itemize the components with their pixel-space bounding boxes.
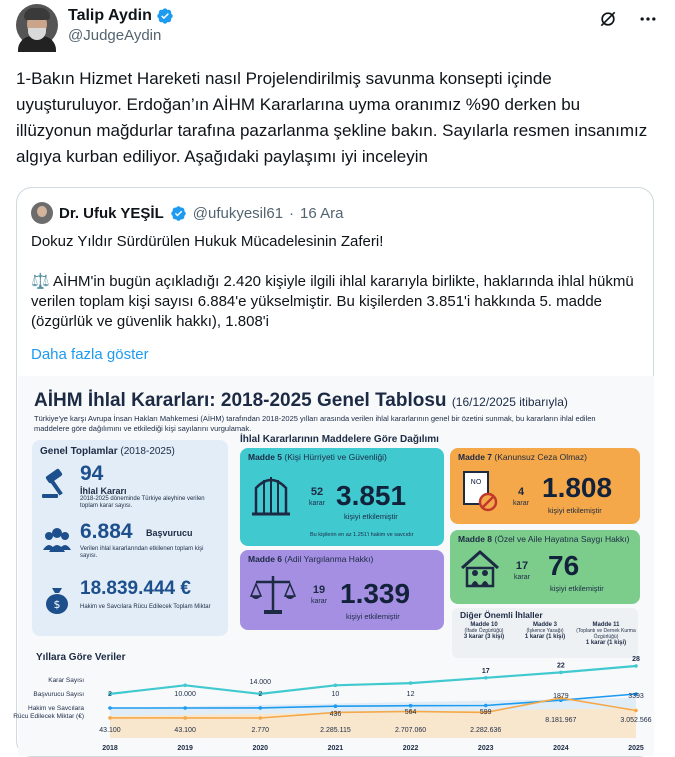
- quoted-line-2: [31, 272, 641, 332]
- data-label-2-2022: 2.707.060: [394, 727, 427, 734]
- other-item-m3: [515, 622, 575, 640]
- grok-icon[interactable]: [597, 8, 619, 30]
- m6-title-sub: (Adil Yargılanma Hakkı): [284, 554, 374, 564]
- show-more-link[interactable]: Daha fazla göster: [31, 346, 149, 363]
- series-0-point-2021: [334, 684, 338, 688]
- m8-decisions: [508, 560, 536, 584]
- m5-title-sub: (Kişi Hürriyeti ve Güvenliği): [284, 452, 387, 462]
- m5-note: Bu kişilerin en az 1.251'i hakim ve savcıdır: [310, 532, 414, 538]
- x-tick-2024: 2024: [553, 745, 569, 752]
- m7-title-text: Madde 7: [458, 452, 493, 462]
- infographic-title: [34, 390, 568, 412]
- series-0-point-2022: [409, 681, 413, 685]
- m5-title: [248, 452, 387, 462]
- m3-sub: (İşkence Yasağı): [526, 628, 564, 634]
- general-row-amount: [40, 578, 224, 626]
- yearly-title: Yıllara Göre Veriler: [36, 652, 126, 663]
- row-label-amount-1: Hakim ve Savcılara: [28, 705, 84, 712]
- data-label-2023-applicants: 599: [479, 709, 492, 716]
- m6-karar-label: karar: [311, 598, 327, 605]
- no-document-icon: [460, 468, 498, 512]
- prison-cage-icon: [250, 470, 292, 518]
- author-block: [68, 6, 174, 46]
- row-label-applicants: Başvurucu Sayısı: [33, 691, 84, 698]
- m7-decisions: [508, 486, 534, 510]
- quoted-verified-badge-icon: [170, 205, 187, 222]
- general-title-text: Genel Toplamlar: [40, 446, 118, 457]
- verified-badge-icon: [156, 7, 174, 25]
- row-label-amount-2: Rücu Edilecek Miktar (€): [13, 713, 84, 720]
- m7-title-sub: (Kanunsuz Ceza Olmaz): [494, 452, 587, 462]
- data-label-2-2024: 8.181.967: [545, 717, 577, 724]
- gavel-icon: [40, 466, 74, 500]
- articles-title: İhlal Kararlarının Maddelere Göre Dağılımı: [240, 434, 439, 445]
- m6-title-text: Madde 6: [248, 554, 283, 564]
- general-row-decisions: [40, 462, 224, 510]
- series-2-point-2018: [108, 716, 112, 720]
- quoted-author-name: Dr. Ufuk YEŞİL: [59, 204, 164, 222]
- author-name-row[interactable]: [68, 6, 174, 26]
- other-violations-title: Diğer Önemli İhlaller: [460, 610, 543, 620]
- article-6-card: [240, 550, 444, 630]
- more-options-icon[interactable]: [637, 8, 659, 30]
- amount-desc: Hakim ve Savcılara Rücu Edilecek Toplam Miktar: [80, 604, 211, 610]
- family-home-icon: [458, 546, 502, 590]
- data-label-1-2018: 2: [108, 691, 112, 698]
- series-1-point-2018: [108, 706, 112, 710]
- avatar[interactable]: [16, 4, 58, 46]
- decisions-label: İhlal Kararı: [80, 486, 127, 496]
- data-label-2020-top: 14.000: [249, 679, 271, 686]
- other-item-m10: [454, 622, 514, 640]
- data-label-2-2018: 43.100: [99, 727, 121, 734]
- data-label-0-2023: 17: [481, 667, 490, 675]
- m5-affected-value: 3.851: [336, 480, 407, 511]
- m11-value: 1 karar (1 kişi): [585, 640, 627, 646]
- data-label-2022-applicants: 564: [404, 709, 417, 716]
- m5-affected-label: kişiyi etkilemiştir: [344, 512, 398, 521]
- data-label-2-2023: 2.282.636: [470, 727, 502, 734]
- money-bag-icon: [40, 582, 74, 616]
- data-label-2021-applicants: 436: [329, 711, 342, 718]
- x-tick-2025: 2025: [628, 745, 644, 752]
- m7-title: [458, 452, 587, 462]
- x-tick-2020: 2020: [252, 745, 269, 752]
- data-label-2-2025: 3.052.566: [620, 717, 652, 724]
- quoted-date: 16 Ara: [300, 204, 344, 222]
- series-line-0: [110, 666, 636, 694]
- m5-decisions: [302, 486, 332, 510]
- data-label-1-2022: 12: [406, 691, 415, 698]
- article-8-card: [450, 530, 640, 604]
- m3-name: Madde 3: [532, 622, 557, 628]
- data-label-1-2024: 1879: [553, 693, 569, 700]
- series-2-point-2025: [634, 709, 638, 713]
- header-actions: [597, 8, 659, 30]
- data-label-0-2024: 22: [556, 662, 565, 670]
- m6-title: [248, 554, 373, 564]
- data-label-1-2021: 10: [331, 691, 340, 698]
- m6-affected-value: 1.339: [340, 578, 411, 609]
- tweet-header: [16, 4, 659, 50]
- infographic-image[interactable]: [13, 376, 654, 756]
- people-icon: [40, 524, 74, 558]
- general-row-applicants: [40, 520, 224, 568]
- series-2-point-2019: [183, 716, 187, 720]
- quoted-handle: @ufukyesil61: [192, 204, 284, 222]
- decisions-value: 94: [80, 462, 104, 485]
- data-label-2-2021: 2.285.115: [320, 727, 351, 734]
- m7-affected-label: kişiyi etkilemiştir: [548, 506, 602, 515]
- yearly-data-section: [13, 652, 652, 754]
- m8-title-text: Madde 8: [458, 534, 493, 544]
- quoted-avatar: [31, 202, 53, 224]
- other-item-m11: [576, 622, 636, 646]
- quoted-header: [31, 202, 343, 224]
- quoted-text: [31, 232, 641, 332]
- quoted-tweet[interactable]: [13, 187, 654, 757]
- m8-karar-value: 17: [515, 560, 529, 572]
- amount-value: 18.839.444 €: [80, 578, 191, 599]
- series-0-point-2025: [634, 664, 638, 668]
- m11-name: Madde 11: [592, 622, 620, 628]
- m8-affected-label: kişiyi etkilemiştir: [550, 584, 604, 593]
- general-totals-panel: [32, 440, 228, 636]
- general-title-range: (2018-2025): [120, 446, 175, 457]
- applicants-label: Başvurucu: [146, 528, 193, 538]
- scales-icon: ⚖️: [31, 273, 50, 290]
- tweet-text: 1-Bakın Hizmet Hareketi nasıl Projelendirilmiş savunma konsepti içinde uyuşturuluyor. Erdoğan’ın AİHM Kararlarına uyma oranımız %90 derken bu illüzyonun mağdurlar tarafına pazarlanma şekline bakın. Sayılarla resmen insanımız algıya kurban ediliyor. Aşağıdaki paylaşımı iyi inceleyin: [16, 69, 648, 166]
- x-tick-2019: 2019: [177, 745, 193, 752]
- x-tick-2021: 2021: [327, 745, 344, 752]
- series-1-point-2020: [258, 706, 262, 710]
- series-0-point-2023: [484, 676, 488, 680]
- applicants-value: 6.884: [80, 520, 133, 543]
- applicants-desc: Verilen ihlal kararlarından etkilenen toplam kişi sayısı.: [80, 546, 204, 559]
- x-tick-2023: 2023: [477, 745, 494, 752]
- quoted-line-1: Dokuz Yıldır Sürdürülen Hukuk Mücadelesinin Zaferi!: [31, 233, 384, 250]
- x-tick-2022: 2022: [402, 745, 419, 752]
- scales-of-justice-icon: [248, 568, 298, 618]
- m8-affected-value: 76: [548, 550, 580, 581]
- data-label-1-2019: 10.000: [174, 691, 196, 698]
- m10-value: 3 karar (3 kişi): [463, 634, 505, 640]
- m6-decisions: [306, 584, 332, 608]
- m11-sub: (Toplantı ve Dernek Kurma Özgürlüğü): [576, 628, 636, 640]
- m6-affected-label: kişiyi etkilemiştir: [346, 612, 400, 621]
- x-tick-2018: 2018: [102, 745, 118, 752]
- svg-text:$: $: [53, 598, 61, 611]
- data-label-2-2020: 2.770: [251, 727, 270, 734]
- m6-karar-value: 19: [312, 584, 326, 596]
- other-violations-panel: [452, 608, 638, 658]
- m7-karar-label: karar: [513, 500, 529, 507]
- series-1-point-2023: [484, 704, 488, 708]
- series-1-point-2021: [334, 704, 338, 708]
- infographic-subtitle: Türkiye'ye karşı Avrupa İnsan Hakları Mahkemesi (AİHM) tarafından 2018-2025 yılları arasında verilen ihlal kararlarının genel bir özetini sunmak, bu kararların ihlal edilen maddelere göre dağılımını ve etkilediği kişi sayılarını vurgulamak.: [34, 414, 596, 433]
- infographic-title-date: (16/12/2025 itibarıyla): [451, 395, 568, 409]
- m5-title-text: Madde 5: [248, 452, 283, 462]
- series-1-point-2019: [183, 706, 187, 710]
- m5-karar-value: 52: [310, 486, 324, 498]
- infographic-title-text: AİHM İhlal Kararları: 2018-2025 Genel Tablosu: [34, 390, 447, 411]
- author-name[interactable]: Talip Aydin: [68, 7, 152, 24]
- article-5-card: [240, 448, 444, 546]
- m8-title-sub: (Özel ve Aile Hayatına Saygı Hakkı): [494, 534, 630, 544]
- series-2-point-2020: [258, 716, 262, 720]
- m8-title: [458, 534, 630, 544]
- m8-karar-label: karar: [514, 574, 530, 581]
- data-label-1-2020: 2: [258, 691, 263, 698]
- svg-text:NO: NO: [470, 478, 482, 486]
- quoted-line-2-text: AİHM'in bugün açıkladığı 2.420 kişiyle ilgili ihlal kararıyla birlikte, haklarında ihlal hükmü verilen toplam kişi sayısı 6.884'e yükselmiştir. Bu kişilerden 3.851'i hakkında 5. madde (özgürlük ve güvenlik hakkı), 1.808'i: [31, 273, 634, 330]
- decisions-desc: 2018-2025 döneminde Türkiye aleyhine verilen toplam karar sayısı.: [80, 496, 205, 509]
- data-label-0-2025: 28: [632, 656, 640, 663]
- author-handle[interactable]: @JudgeAydin: [68, 27, 162, 44]
- data-label-1-2025: 3393: [628, 693, 644, 700]
- m7-affected-value: 1.808: [542, 472, 613, 503]
- m7-karar-value: 4: [517, 486, 525, 498]
- quoted-dot: ·: [289, 204, 295, 222]
- data-label-2-2019: 43.100: [174, 727, 196, 734]
- series-0-point-2024: [559, 671, 563, 675]
- general-totals-title: [40, 446, 175, 457]
- article-7-card: [450, 448, 640, 524]
- yearly-chart: [13, 652, 652, 754]
- m3-value: 1 karar (1 kişi): [524, 634, 566, 640]
- row-label-decisions: Karar Sayısı: [48, 677, 84, 684]
- series-1-point-2022: [409, 704, 413, 708]
- m5-karar-label: karar: [309, 500, 325, 507]
- m10-name: Madde 10: [470, 622, 498, 628]
- series-0-point-2019: [183, 684, 187, 688]
- m10-sub: (İfade Özgürlüğü): [464, 628, 504, 634]
